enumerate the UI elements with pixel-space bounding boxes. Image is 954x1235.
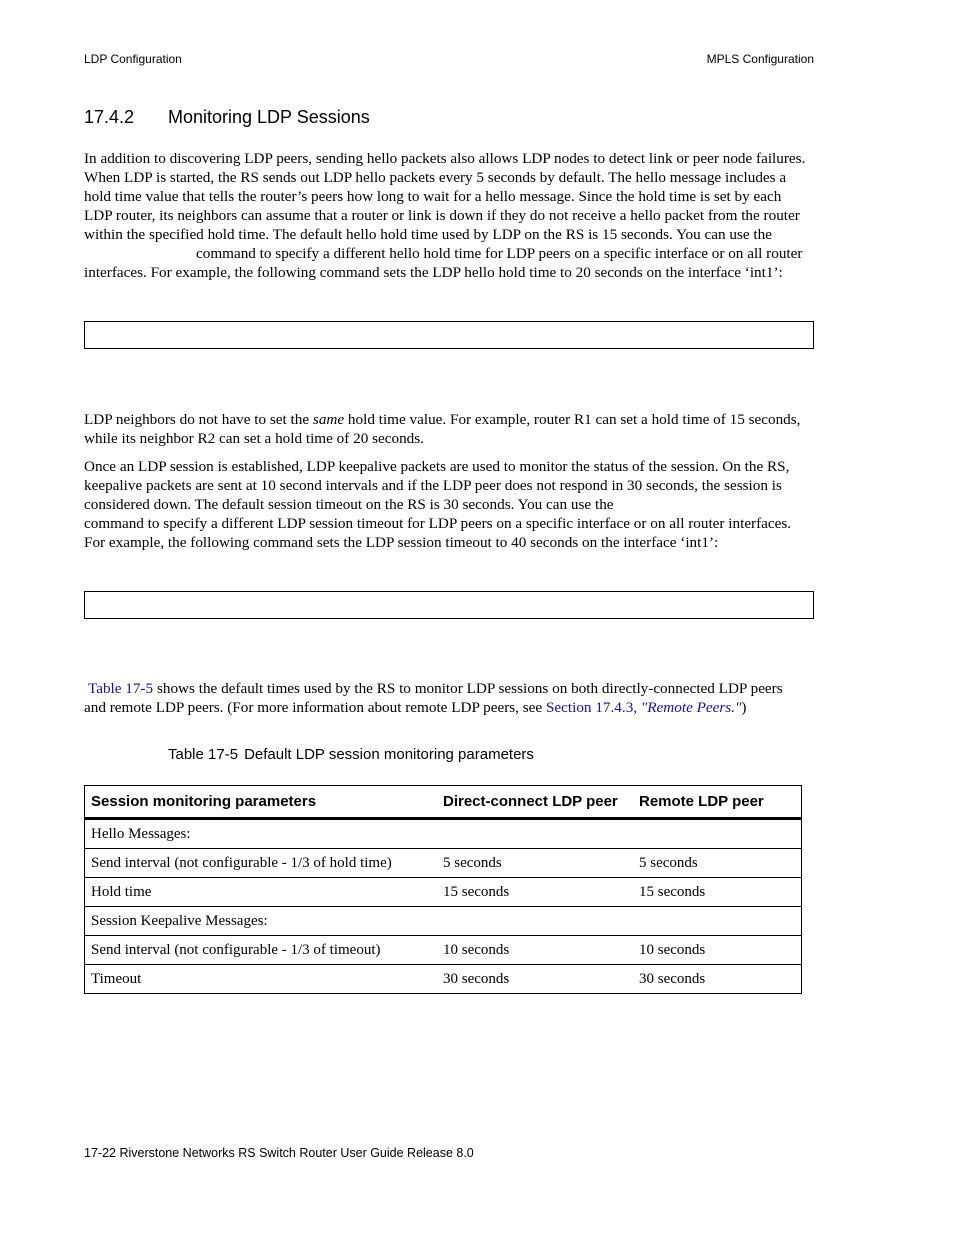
table-cell <box>633 819 802 849</box>
table-row <box>85 965 802 994</box>
table-cell: Timeout <box>91 970 142 987</box>
text-line: LDP router, its neighbors can assume that a router or link is down if they do not receive a hello packet from the router <box>84 207 800 224</box>
command-example-box-keepalive <box>84 591 814 619</box>
running-header-left: LDP Configuration <box>84 52 182 66</box>
table-caption <box>168 746 534 763</box>
table-cell: 5 seconds <box>443 854 502 871</box>
paragraph-table-ref <box>84 679 814 717</box>
paragraph-keepalive <box>84 457 814 552</box>
table-cell: 30 seconds <box>443 970 510 987</box>
table-cell: Send interval (not configurable - 1/3 of timeout) <box>91 941 381 958</box>
command-example-box-hello <box>84 321 814 349</box>
emphasis: same <box>312 411 345 428</box>
text-line: In addition to discovering LDP peers, sending hello packets also allows LDP nodes to detect link or peer node failures. <box>84 150 806 167</box>
text-line <box>84 679 814 698</box>
table-cell: 30 seconds <box>639 970 706 987</box>
header-cell-direct: Direct-connect LDP peer <box>443 793 618 810</box>
table-row <box>85 907 802 936</box>
table-row <box>85 936 802 965</box>
table-cell: 5 seconds <box>639 854 698 871</box>
text-line: interfaces. For example, the following command sets the LDP hello hold time to 20 seconds on the interface ‘int1’: <box>84 264 783 281</box>
table-cell: 15 seconds <box>443 883 510 900</box>
text-line: Once an LDP session is established, LDP keepalive packets are used to monitor the status of the session. On the RS, <box>84 458 790 475</box>
section-17-4-3-link[interactable] <box>546 699 741 716</box>
table-cell <box>633 907 802 936</box>
text-line: command to specify a different hello hold time for LDP peers on a specific interface or on all router <box>196 245 803 262</box>
section-title: Monitoring LDP Sessions <box>168 107 370 127</box>
text-line <box>84 410 814 429</box>
running-header-right: MPLS Configuration <box>706 52 814 66</box>
text-fragment: shows the default times used by the RS to monitor LDP sessions on both directly-connected LDP peers <box>153 680 783 697</box>
table-cell: 10 seconds <box>443 941 510 958</box>
text-line: considered down. The default session timeout on the RS is 30 seconds. You can use the <box>84 496 614 513</box>
table-17-5-link[interactable]: Table 17-5 <box>88 680 154 697</box>
text-line: For example, the following command sets the LDP session timeout to 40 seconds on the interface ‘int1’: <box>84 534 719 551</box>
text-fragment: ) <box>741 699 747 716</box>
table-cell <box>437 819 633 849</box>
table-row <box>85 849 802 878</box>
table-row <box>85 819 802 849</box>
table-cell: Session Keepalive Messages: <box>91 912 268 929</box>
section-number: 17.4.2 <box>84 107 135 127</box>
link-text: Section 17.4.3, <box>545 699 641 716</box>
header-cell-remote: Remote LDP peer <box>639 793 764 810</box>
text-line: keepalive packets are sent at 10 second intervals and if the LDP peer does not respond in 30 seconds, the session is <box>84 477 782 494</box>
table-caption-text: Default LDP session monitoring parameters <box>244 746 534 763</box>
header-cell-parameter: Session monitoring parameters <box>91 793 317 810</box>
text-fragment: hold time value. For example, router R1 can set a hold time of 15 seconds, <box>344 411 801 428</box>
text-line: command to specify a different LDP session timeout for LDP peers on a specific interface or on all router interfaces. <box>84 515 792 532</box>
table-cell: Send interval (not configurable - 1/3 of hold time) <box>91 854 392 871</box>
table-cell: Hello Messages: <box>91 825 191 842</box>
table-cell: 15 seconds <box>639 883 706 900</box>
text-line: while its neighbor R2 can set a hold time of 20 seconds. <box>84 430 424 447</box>
table-cell: 10 seconds <box>639 941 706 958</box>
text-line <box>84 698 814 717</box>
text-line: within the specified hold time. The default hello hold time used by LDP on the RS is 15 seconds. You can use the <box>84 226 772 243</box>
page-footer: 17-22 Riverstone Networks RS Switch Router User Guide Release 8.0 <box>84 1146 474 1160</box>
text-line: hold time value that tells the router’s peers how long to wait for a hello message. Since the hold time is set by each <box>84 188 782 205</box>
session-parameters-table <box>84 785 802 994</box>
table-cell <box>437 907 633 936</box>
text-fragment: and remote LDP peers. (For more information about remote LDP peers, see <box>84 699 546 716</box>
paragraph-hello <box>84 149 814 282</box>
paragraph-hold-time <box>84 410 814 448</box>
table-cell: Hold time <box>91 883 152 900</box>
link-text-italic: "Remote Peers." <box>640 699 742 716</box>
section-heading <box>84 107 370 128</box>
table-header-row <box>85 786 802 819</box>
table-caption-label: Table 17-5 <box>168 746 239 763</box>
table-row <box>85 878 802 907</box>
text-fragment: LDP neighbors do not have to set the <box>84 411 313 428</box>
text-line: When LDP is started, the RS sends out LDP hello packets every 5 seconds by default. The hello message includes a <box>84 169 787 186</box>
